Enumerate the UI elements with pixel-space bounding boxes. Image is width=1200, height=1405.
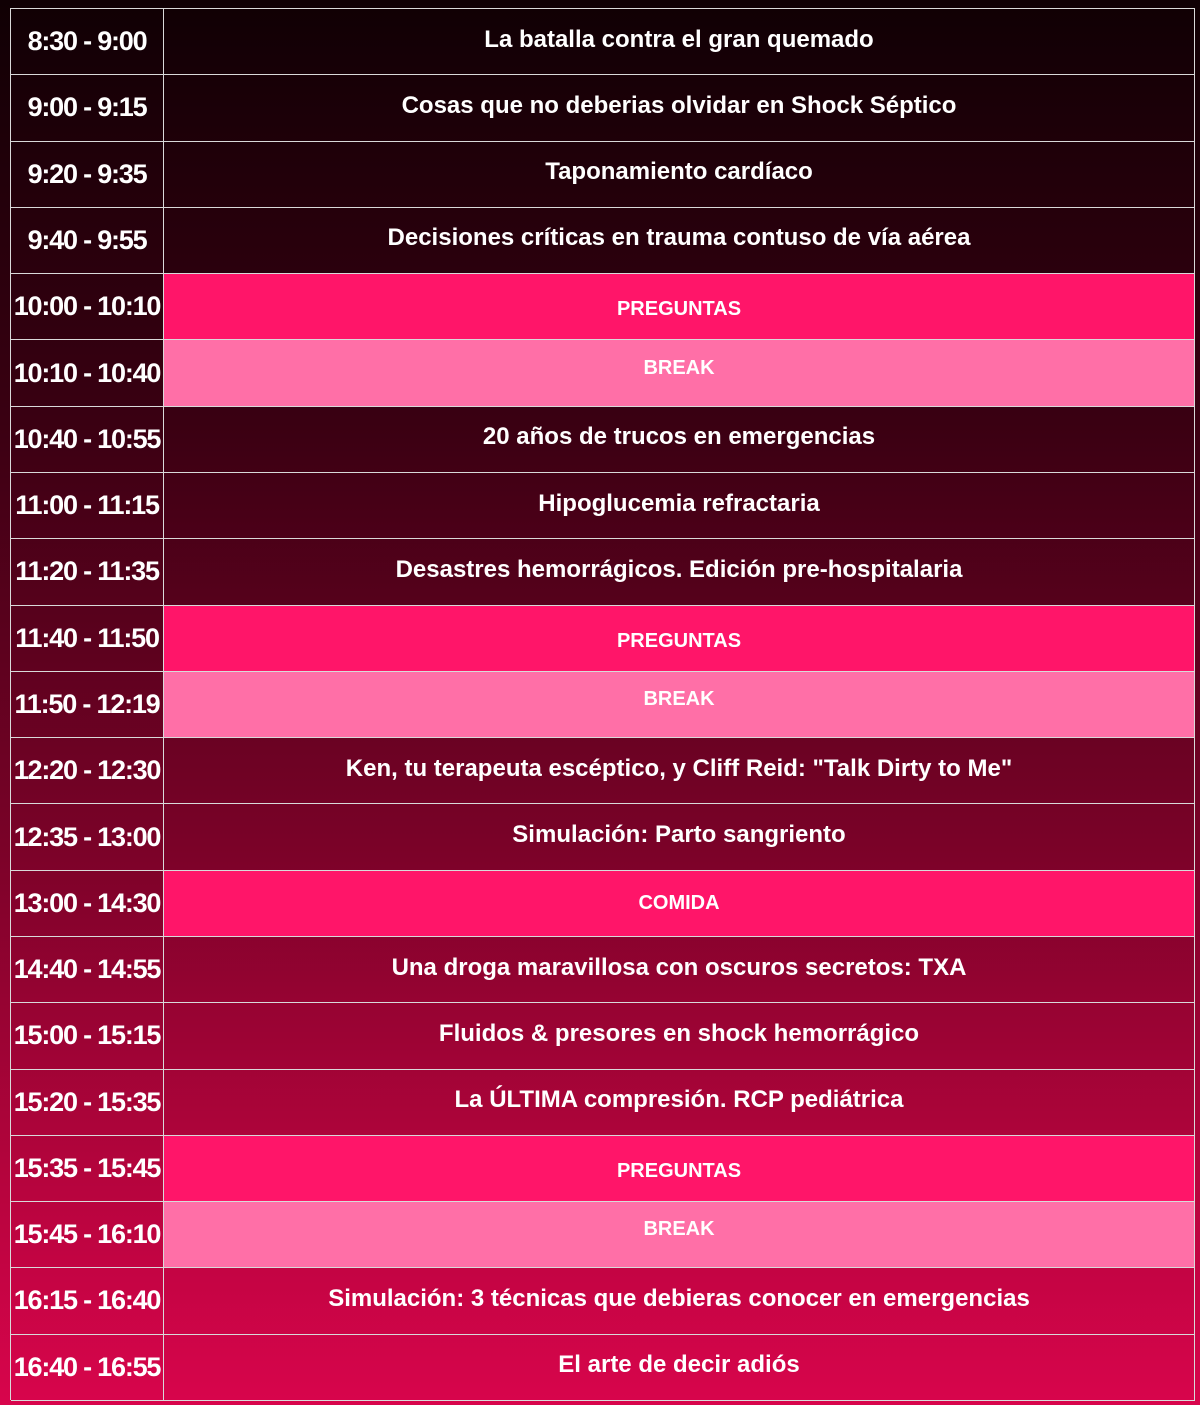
schedule-row [11,804,1195,870]
session-title: Taponamiento cardíaco [164,142,1195,208]
session-title: Ken, tu terapeuta escéptico, y Cliff Reid: "Talk Dirty to Me" [164,738,1195,804]
questions-label: PREGUNTAS [164,274,1195,340]
session-title: Simulación: Parto sangriento [164,804,1195,870]
session-title: Hipoglucemia refractaria [164,473,1195,539]
time-cell: 9:40 - 9:55 [11,208,164,274]
time-cell: 15:00 - 15:15 [11,1003,164,1069]
schedule-row [11,9,1195,75]
schedule-row-lunch [11,871,1195,937]
break-label: BREAK [164,340,1195,406]
questions-label: PREGUNTAS [164,1136,1195,1202]
time-cell: 10:10 - 10:40 [11,340,164,406]
schedule-row-break [11,672,1195,738]
time-cell: 16:15 - 16:40 [11,1268,164,1334]
time-cell: 13:00 - 14:30 [11,871,164,937]
schedule-row-questions [11,274,1195,340]
session-title: La batalla contra el gran quemado [164,9,1195,75]
schedule-row [11,407,1195,473]
time-cell: 11:00 - 11:15 [11,473,164,539]
time-cell: 15:35 - 15:45 [11,1136,164,1202]
time-cell: 10:00 - 10:10 [11,274,164,340]
session-title: Cosas que no deberias olvidar en Shock Séptico [164,75,1195,141]
session-title: Una droga maravillosa con oscuros secretos: TXA [164,937,1195,1003]
time-cell: 11:50 - 12:19 [11,672,164,738]
session-title: 20 años de trucos en emergencias [164,407,1195,473]
schedule-table [10,8,1195,1400]
schedule-row [11,208,1195,274]
time-cell: 14:40 - 14:55 [11,937,164,1003]
session-title: Desastres hemorrágicos. Edición pre-hospitalaria [164,539,1195,605]
session-title: Simulación: 3 técnicas que debieras conocer en emergencias [164,1268,1195,1334]
break-label: BREAK [164,672,1195,738]
schedule-row [11,1070,1195,1136]
break-label: BREAK [164,1202,1195,1268]
schedule-row-questions [11,606,1195,672]
schedule-row [11,1268,1195,1334]
schedule-row [11,142,1195,208]
time-cell: 15:45 - 16:10 [11,1202,164,1268]
session-title: Fluidos & presores en shock hemorrágico [164,1003,1195,1069]
time-cell: 9:20 - 9:35 [11,142,164,208]
schedule-row [11,1335,1195,1401]
time-cell: 16:40 - 16:55 [11,1335,164,1401]
lunch-label: COMIDA [164,871,1195,937]
time-cell: 15:20 - 15:35 [11,1070,164,1136]
time-cell: 10:40 - 10:55 [11,407,164,473]
session-title: Decisiones críticas en trauma contuso de vía aérea [164,208,1195,274]
schedule-row-break [11,1202,1195,1268]
schedule-row [11,937,1195,1003]
schedule-row [11,473,1195,539]
time-cell: 12:35 - 13:00 [11,804,164,870]
session-title: La ÚLTIMA compresión. RCP pediátrica [164,1070,1195,1136]
time-cell: 11:40 - 11:50 [11,606,164,672]
schedule-row [11,75,1195,141]
time-cell: 12:20 - 12:30 [11,738,164,804]
schedule-row [11,539,1195,605]
schedule-row-questions [11,1136,1195,1202]
schedule-row-break [11,340,1195,406]
schedule-row [11,1003,1195,1069]
time-cell: 8:30 - 9:00 [11,9,164,75]
time-cell: 9:00 - 9:15 [11,75,164,141]
session-title: El arte de decir adiós [164,1335,1195,1401]
questions-label: PREGUNTAS [164,606,1195,672]
time-cell: 11:20 - 11:35 [11,539,164,605]
schedule-row [11,738,1195,804]
